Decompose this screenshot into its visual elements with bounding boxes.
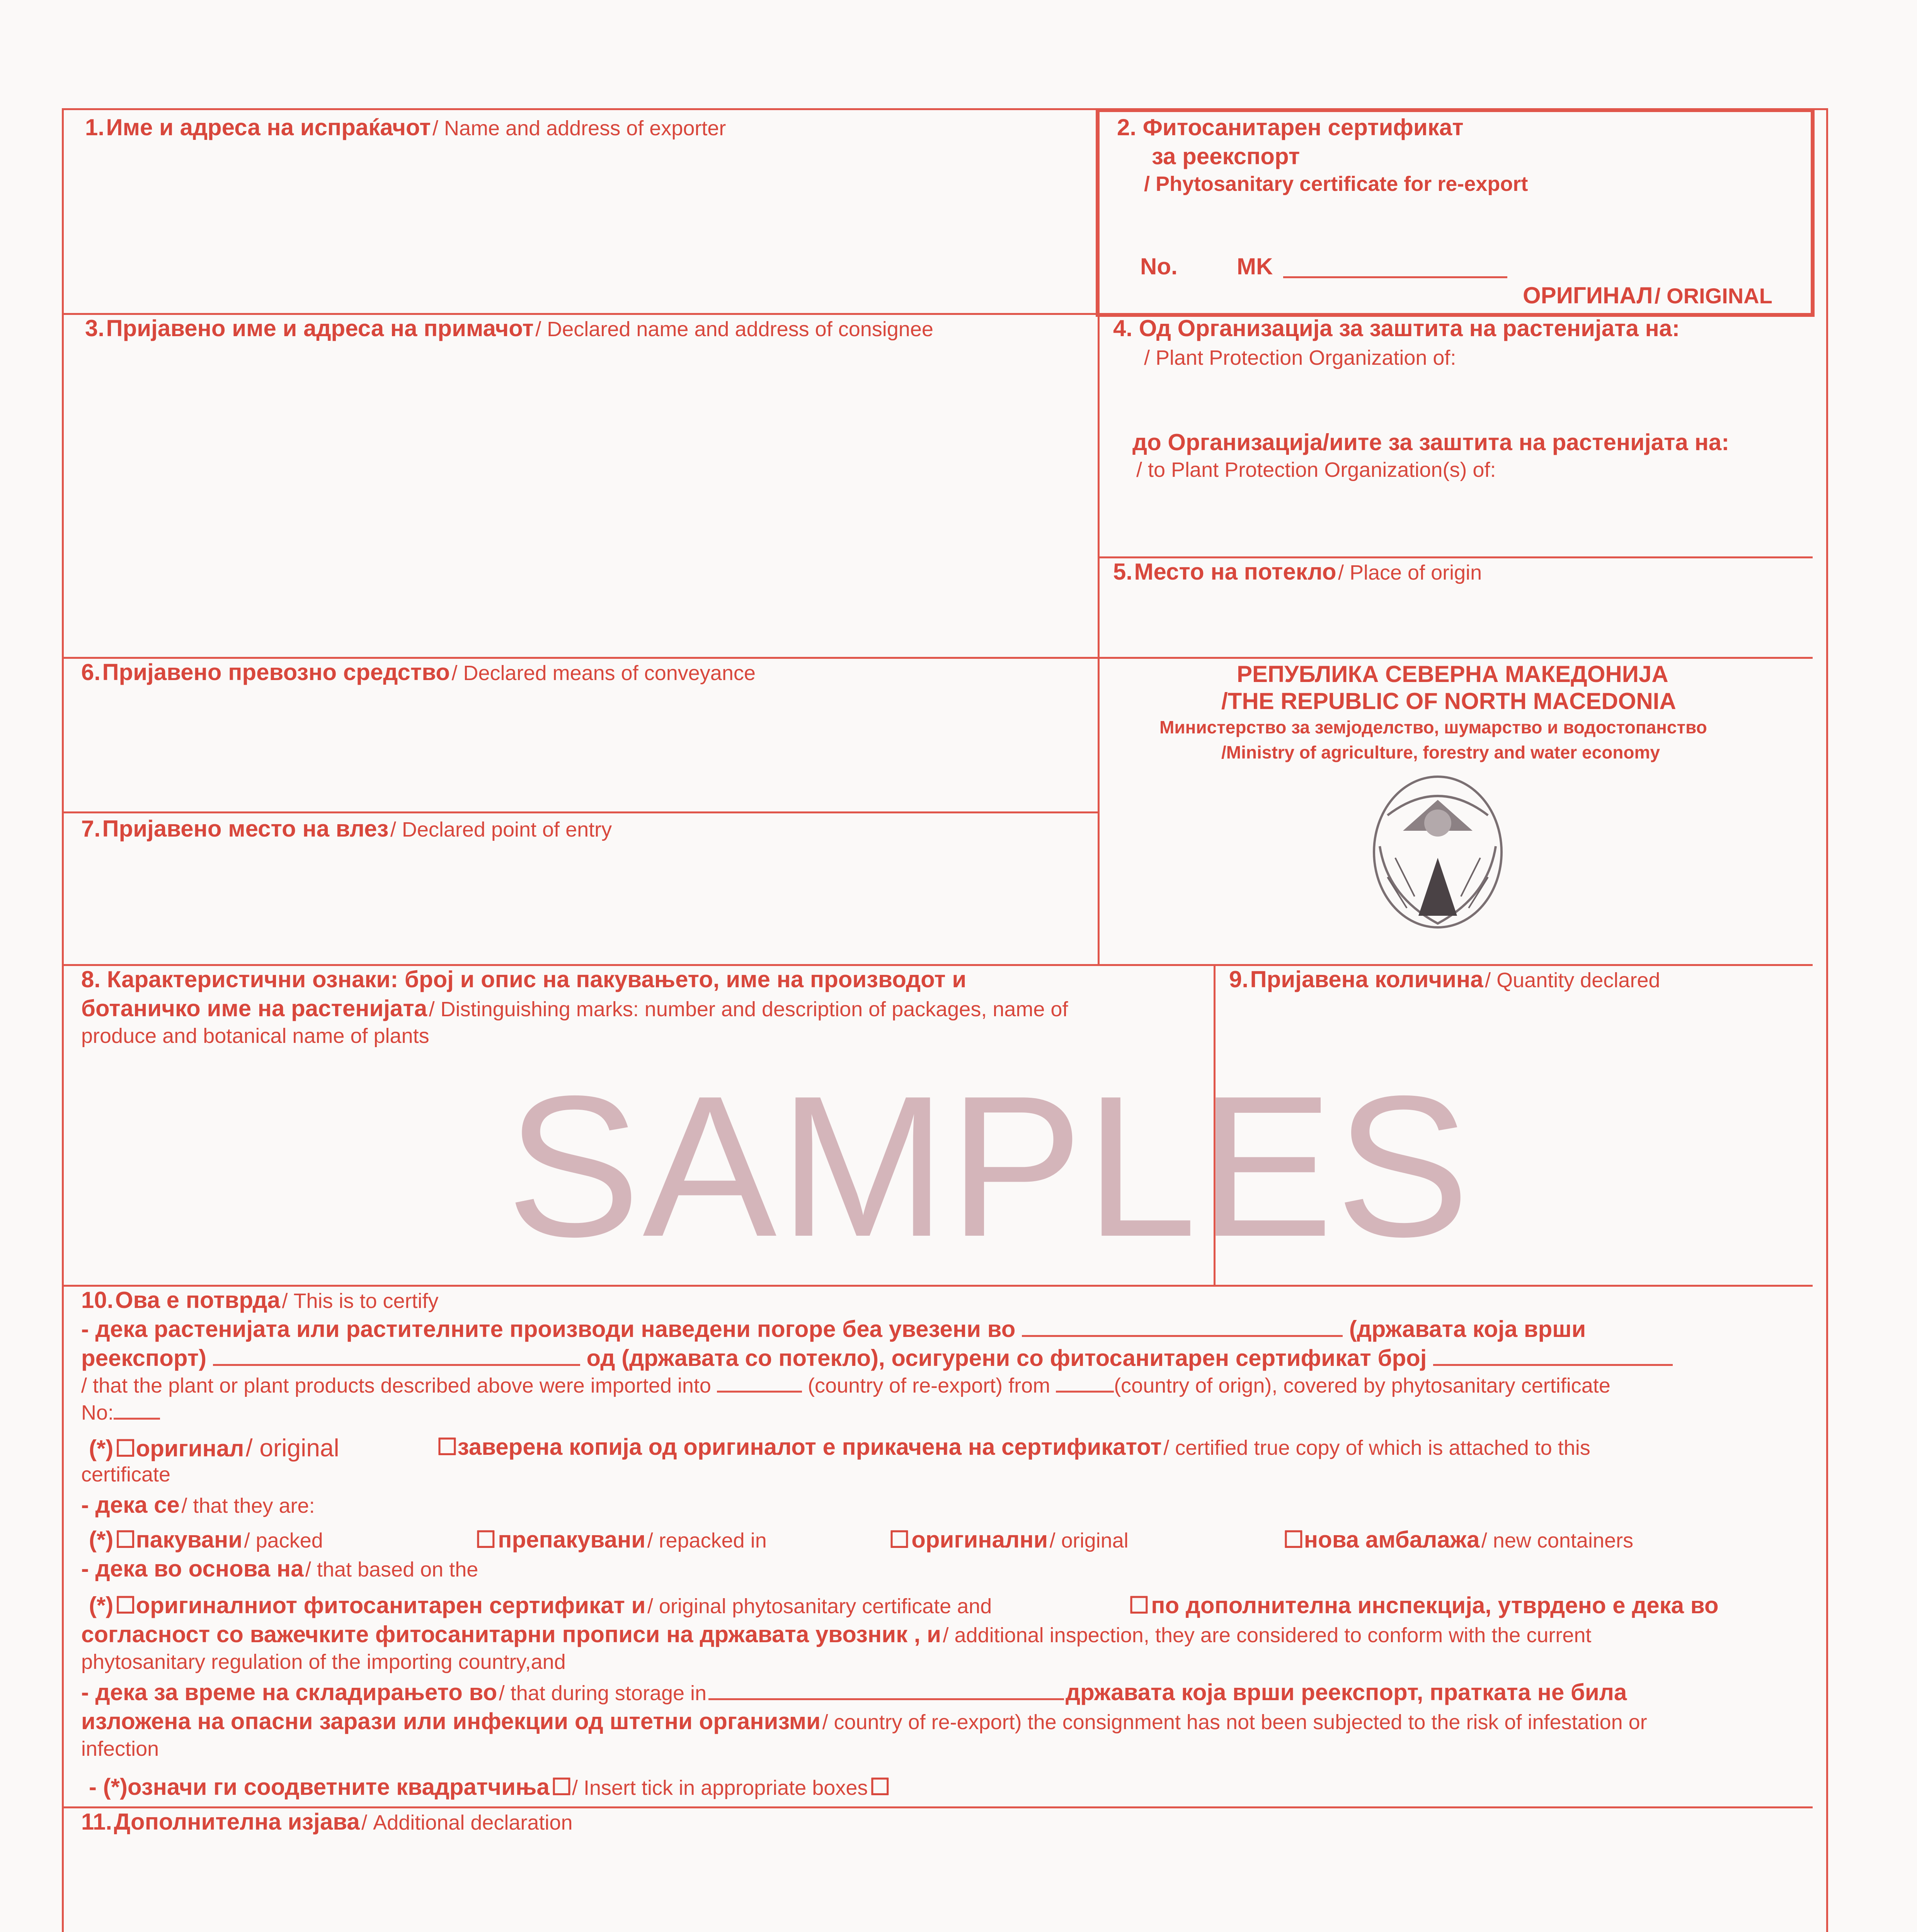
box10-l1a: - дека растенијата или растителните производи наведени погоре беа увезени во	[81, 1316, 1016, 1342]
box11-title: Дополнителна изјава	[114, 1809, 360, 1835]
box8-number: 8.	[81, 966, 101, 992]
box6-title: Пријавено превозно средство	[102, 659, 450, 685]
original-mk: ОРИГИНАЛ	[1523, 282, 1653, 308]
divider	[62, 811, 1098, 813]
box8-line1-text: Карактеристични ознаки: број и опис на пакувањето, име на производот и	[107, 966, 967, 992]
reexport-country-field[interactable]	[717, 1379, 802, 1393]
star-marker: (*)	[89, 1592, 114, 1618]
box1-title-en: / Name and address of exporter	[432, 117, 726, 140]
box10-orig-containers	[889, 1526, 1129, 1553]
tick-sample-box: ☐	[551, 1774, 572, 1800]
checkbox-packed[interactable]: ☐	[115, 1527, 136, 1553]
box8-line1	[81, 966, 966, 993]
box10-l1b: (државата која врши	[1349, 1316, 1586, 1342]
storage-country-field[interactable]	[708, 1683, 1064, 1700]
checkbox-original-containers[interactable]: ☐	[889, 1527, 910, 1553]
box10-conform-en2: phytosanitary regulation of the importing country,and	[81, 1650, 566, 1673]
they-are: - дека се	[81, 1492, 180, 1518]
they-are-en: / that they are:	[181, 1494, 315, 1517]
cert-number-label: No.	[1140, 253, 1178, 279]
box8-en2: produce and botanical name of plants	[81, 1024, 429, 1048]
cert-no-field[interactable]	[114, 1406, 160, 1420]
tick-sample-box: ☐	[869, 1774, 890, 1800]
box1-title: Име и адреса на испраќачот	[106, 114, 431, 140]
box10-l3c: (country of orign), covered by phytosanitary certificate	[1114, 1374, 1611, 1397]
exposed-text: изложена на опасни зарази или инфекции од штетни организми	[81, 1708, 821, 1734]
box4-from	[1113, 315, 1680, 342]
storage-text-b: државата која врши реекспорт, пратката не била	[1065, 1679, 1627, 1705]
cert-number-field[interactable]	[1283, 276, 1507, 278]
box10-additional-inspection	[1129, 1592, 1718, 1619]
box10-line2	[81, 1345, 1673, 1371]
box10-options-row3	[89, 1592, 992, 1619]
box8-line2	[81, 995, 1068, 1022]
box10-line4	[81, 1401, 160, 1425]
orign-country-field[interactable]	[1056, 1379, 1114, 1393]
box8-line2-text: ботаничко име на растенијата	[81, 995, 427, 1021]
option-repacked: препакувани	[498, 1527, 646, 1553]
box10-new-containers	[1283, 1526, 1633, 1553]
box5-title-en: / Place of origin	[1338, 561, 1482, 584]
box9-title-en: / Quantity declared	[1485, 969, 1660, 992]
box2-line1: Фитосанитарен сертификат	[1142, 114, 1464, 140]
box6-label	[81, 659, 756, 685]
option-copy-en: / certified true copy of which is attached to this	[1163, 1436, 1590, 1459]
original-en: / ORIGINAL	[1654, 284, 1772, 308]
box5-title: Место на потекло	[1134, 559, 1336, 585]
box10-conform	[81, 1621, 1591, 1648]
box2-number: 2.	[1117, 114, 1137, 140]
box3-number: 3.	[85, 315, 105, 341]
box4-from-en: / Plant Protection Organization of:	[1144, 346, 1456, 369]
ministry-en: /Ministry of agriculture, forestry and water economy	[1221, 742, 1660, 762]
storage-text-en: / that during storage in	[499, 1682, 707, 1705]
box10-l2a: реекспорт)	[81, 1345, 207, 1371]
box10-number: 10.	[81, 1287, 114, 1313]
based-on: - дека во основа на	[81, 1556, 304, 1582]
box10-label	[81, 1287, 439, 1313]
origin-country-field[interactable]	[213, 1349, 580, 1366]
box10-based	[81, 1555, 478, 1582]
coat-of-arms-emblem	[1364, 769, 1511, 935]
star-marker: (*)	[89, 1435, 114, 1461]
box4-to-en: / to Plant Protection Organization(s) of:	[1136, 458, 1496, 481]
box10-line3	[81, 1374, 1611, 1398]
conform-text-en: / additional inspection, they are considered to conform with the current	[943, 1624, 1592, 1647]
box4-to: до Организација/иите за заштита на растенијата на:	[1132, 429, 1730, 455]
option-original-cert-en: / original phytosanitary certificate and	[647, 1595, 992, 1618]
cert-ref-field[interactable]	[1433, 1349, 1673, 1366]
box10-options-row1	[89, 1434, 339, 1462]
box10-title: Ова е потврда	[115, 1287, 280, 1313]
ministry-mk: Министерство за земјоделство, шумарство и водостопанство	[1159, 717, 1707, 737]
box3-label	[85, 315, 933, 342]
tick-instruction: - (*)означи ги соодветните квадратчиња	[89, 1774, 550, 1800]
box7-title: Пријавено место на влез	[102, 816, 389, 842]
box1-label	[85, 114, 726, 141]
checkbox-new-containers[interactable]: ☐	[1283, 1527, 1304, 1553]
box4-from-text: Од Организација за заштита на растенијата на:	[1139, 315, 1680, 341]
cert-mk-prefix: MK	[1237, 253, 1273, 279]
tick-instruction-en: / Insert tick in appropriate boxes	[572, 1776, 868, 1799]
exposed-text-en: / country of re-export) the consignment has not been subjected to the risk of infestation or	[822, 1711, 1647, 1734]
box2-line2: за реекспорт	[1152, 143, 1300, 169]
option-original-cert: оригиналниот фитосанитарен сертификат и	[136, 1592, 646, 1618]
box10-exposed	[81, 1708, 1647, 1735]
samples-watermark: SAMPLES	[506, 1054, 1472, 1279]
box7-number: 7.	[81, 816, 101, 842]
box10-tick	[89, 1774, 890, 1801]
box2-title-en: / Phytosanitary certificate for re-export	[1144, 172, 1528, 196]
option-repacked-en: / repacked in	[647, 1529, 767, 1552]
box7-label	[81, 815, 612, 842]
box11-number: 11.	[81, 1809, 112, 1835]
box6-title-en: / Declared means of conveyance	[451, 662, 756, 685]
box5-label	[1113, 558, 1482, 585]
box10-l2b: од (државата со потекло), осигурени со фитосанитарен сертификат број	[586, 1345, 1427, 1371]
based-on-en: / that based on the	[305, 1558, 478, 1581]
box10-copy-en2: certificate	[81, 1463, 171, 1486]
option-packed-en: / packed	[244, 1529, 323, 1552]
option-copy: заверена копија од оригиналот е прикачена на сертификатот	[457, 1434, 1162, 1460]
import-country-field[interactable]	[1022, 1320, 1343, 1337]
box7-title-en: / Declared point of entry	[390, 818, 612, 841]
star-marker: (*)	[89, 1527, 114, 1553]
box10-infection: infection	[81, 1737, 159, 1760]
box10-title-en: / This is to certify	[282, 1289, 439, 1313]
box9-title: Пријавена количина	[1250, 966, 1483, 992]
checkbox-repacked[interactable]: ☐	[475, 1527, 496, 1553]
option-original: оригинал	[136, 1435, 244, 1461]
box5-number: 5.	[1113, 559, 1133, 585]
box1-number: 1.	[85, 114, 105, 140]
box4-number: 4.	[1113, 315, 1133, 341]
option-original-containers: оригинални	[911, 1527, 1048, 1553]
box3-title-en: / Declared name and address of consignee	[535, 318, 933, 341]
box10-storage	[81, 1679, 1627, 1706]
republic-name: РЕПУБЛИКА СЕВЕРНА МАКЕДОНИЈА	[1237, 661, 1668, 687]
box3-title: Пријавено име и адреса на примачот	[106, 315, 534, 341]
box10-repacked	[475, 1526, 767, 1553]
box6-number: 6.	[81, 659, 101, 685]
box10-options-copy	[437, 1434, 1590, 1461]
option-original-containers-en: / original	[1049, 1529, 1129, 1552]
box9-label	[1229, 966, 1660, 993]
box10-l3b: (country of re-export) from	[808, 1374, 1050, 1397]
box10-options-row2	[89, 1526, 323, 1553]
checkbox-copy[interactable]: ☐	[437, 1434, 458, 1460]
republic-name-en: /THE REPUBLIC OF NORTH MACEDONIA	[1221, 688, 1676, 714]
option-new-containers: нова амбалажа	[1304, 1527, 1480, 1553]
box10-line1	[81, 1316, 1586, 1342]
box2-title	[1117, 114, 1464, 141]
checkbox-additional-inspection[interactable]: ☐	[1129, 1592, 1149, 1618]
storage-text: - дека за време на складирањето во	[81, 1679, 497, 1705]
option-packed: пакувани	[136, 1527, 243, 1553]
option-additional-inspection: по дополнителна инспекција, утврдено е дека во	[1151, 1592, 1719, 1618]
box10-l3: / that the plant or plant products described above were imported into	[81, 1374, 711, 1397]
conform-text: согласност со важечките фитосанитарни прописи на државата увозник , и	[81, 1621, 941, 1647]
box11-title-en: / Additional declaration	[361, 1811, 573, 1834]
original-label	[1523, 282, 1772, 309]
box8-en1: / Distinguishing marks: number and description of packages, name of	[429, 998, 1068, 1021]
option-original-en: / original	[245, 1434, 339, 1462]
checkbox-original[interactable]: ☐	[115, 1435, 136, 1461]
box10-they	[81, 1492, 315, 1518]
option-new-containers-en: / new containers	[1481, 1529, 1634, 1552]
box9-number: 9.	[1229, 966, 1249, 992]
checkbox-original-cert[interactable]: ☐	[115, 1592, 136, 1618]
box10-no: No:	[81, 1401, 114, 1424]
box11-label	[81, 1808, 573, 1835]
